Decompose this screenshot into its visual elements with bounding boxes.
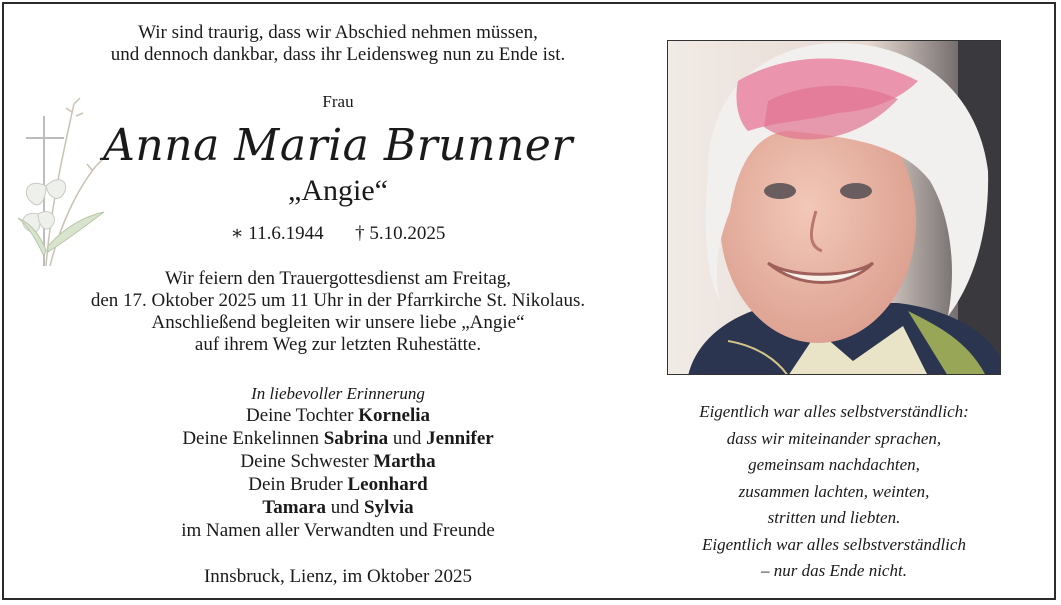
service-line-4: auf ihrem Weg zur letzten Ruhestätte. — [194, 334, 482, 355]
relation-label: Deine Enkelinnen — [182, 428, 319, 449]
cross-with-lilies-icon — [16, 96, 106, 271]
poem-line: gemeinsam nachdachten, — [748, 455, 920, 474]
service-line-1: Wir feiern den Trauergottesdienst am Freitag, — [164, 268, 512, 289]
mourner-name: Jennifer — [426, 428, 494, 449]
mourner-brother — [4, 474, 672, 496]
nickname: „Angie“ — [288, 174, 388, 207]
left-column — [4, 4, 672, 598]
death-date: † 5.10.2025 — [355, 223, 446, 244]
conjunction: und — [392, 428, 422, 449]
poem-line: Eigentlich war alles selbstverständlich: — [699, 402, 969, 421]
mourner-sister — [4, 451, 672, 473]
poem-line: dass wir miteinander sprachen, — [726, 428, 942, 448]
mourner-name: Sabrina — [323, 428, 389, 449]
mourner-name: Tamara — [262, 497, 327, 518]
intro-line-2: und dennoch dankbar, dass ihr Leidensweg nun zu Ende ist. — [110, 44, 566, 65]
mourner-name: Leonhard — [347, 474, 428, 495]
mourner-name: Sylvia — [364, 497, 414, 518]
poem-line: – nur das Ende nicht. — [761, 561, 907, 580]
poem-line: stritten und liebten. — [767, 508, 901, 527]
obituary-card — [2, 2, 1056, 600]
portrait-photo — [667, 40, 1001, 375]
portrait-illustration — [668, 41, 1001, 375]
mourner-others — [4, 497, 672, 519]
poem-line: Eigentlich war alles selbstverständlich — [702, 534, 966, 554]
mourner-granddaughters — [4, 428, 672, 450]
relation-label: Deine Tochter — [245, 405, 354, 426]
deceased-name: Anna Maria Brunner — [103, 120, 573, 171]
mourner-name: Kornelia — [358, 405, 431, 426]
relation-label: Dein Bruder — [248, 474, 343, 495]
mourners-closing: im Namen aller Verwandten und Freunde — [181, 520, 495, 541]
relation-label: Deine Schwester — [240, 451, 369, 472]
place-date: Innsbruck, Lienz, im Oktober 2025 — [203, 566, 473, 587]
conjunction: und — [330, 497, 360, 518]
mourner-name: Martha — [373, 451, 436, 472]
poem-line: zusammen lachten, weinten, — [738, 481, 930, 501]
service-line-3: Anschließend begleiten wir unsere liebe „Angie“ — [151, 312, 525, 333]
intro-line-1: Wir sind traurig, dass wir Abschied nehmen müssen, — [138, 22, 538, 43]
salutation: Frau — [322, 92, 354, 111]
service-line-2: den 17. Oktober 2025 um 11 Uhr in der Pfarrkirche St. Nikolaus. — [90, 290, 586, 311]
poem — [667, 399, 1001, 585]
mourner-daughter — [4, 405, 672, 427]
birth-date: ∗ 11.6.1944 — [230, 223, 324, 244]
mourners-heading: In liebevoller Erinnerung — [251, 384, 425, 403]
